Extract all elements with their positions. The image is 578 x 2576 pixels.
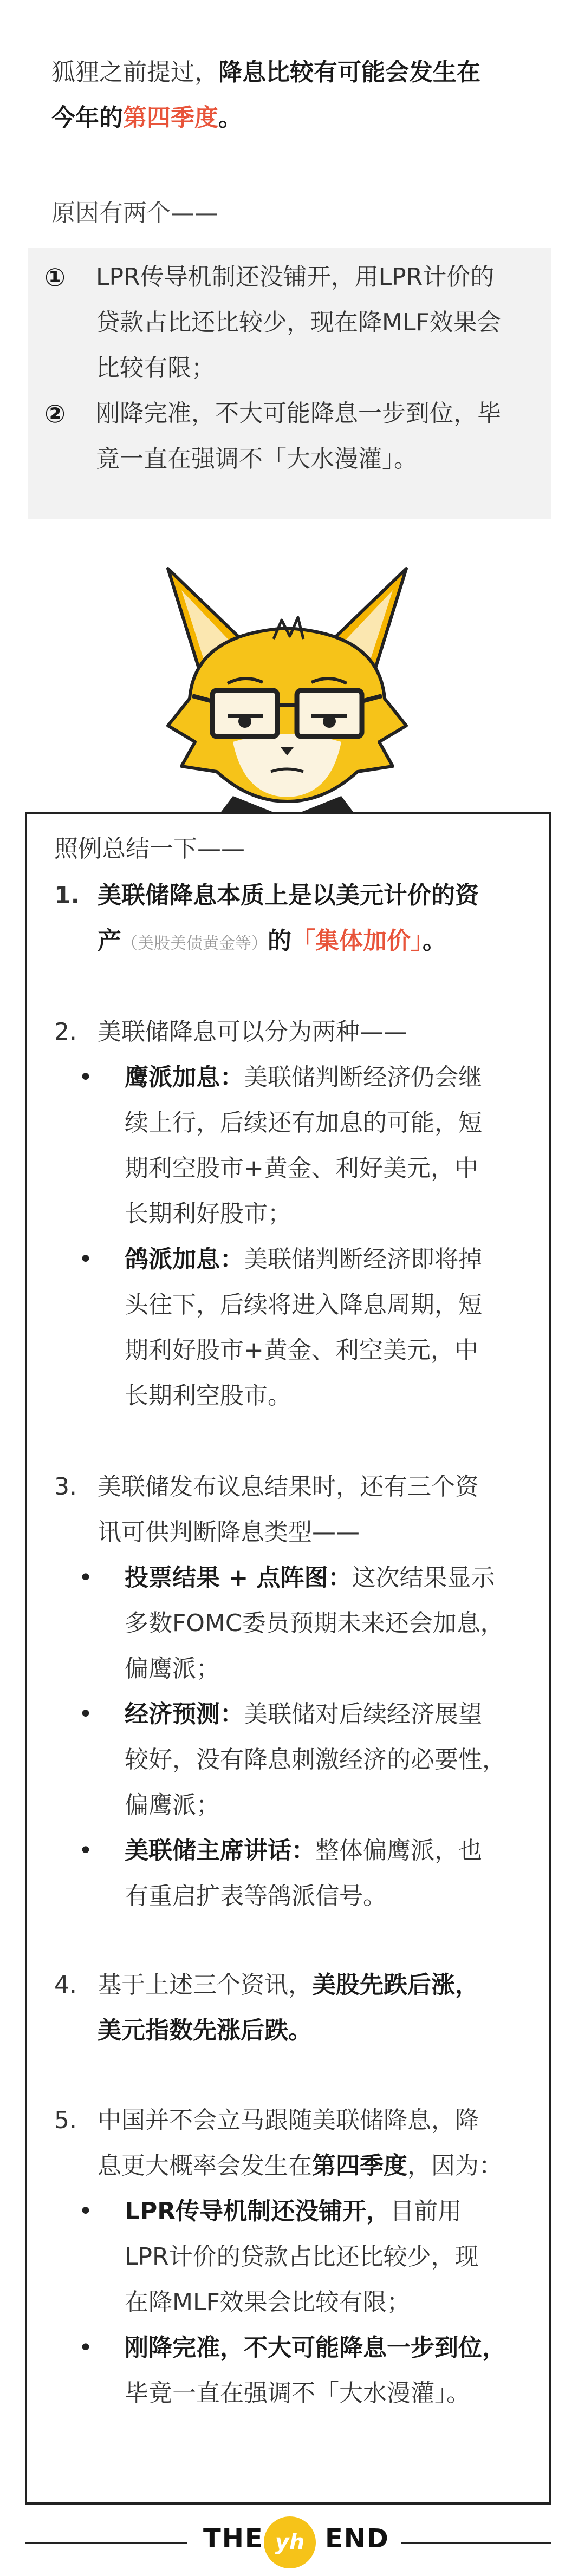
footer-rule-left [25, 2542, 187, 2544]
point-4-text: 基于上述三个资讯，美股先跌后涨， 美元指数先涨后跌。 [98, 1971, 479, 2044]
point-2-bullet-1: 鹰派加息：美联储判断经济仍会继 续上行，后续还有加息的可能，短 期利空股市+黄金、利好美元，中 长期利好股市； [125, 1064, 482, 1228]
point-3-text: 美联储发布议息结果时，还有三个资 讯可供判断降息类型—— [98, 1473, 479, 1546]
intro-plain: 狐狸之前提过， [51, 58, 218, 86]
point-5-bullet-1: LPR传导机制还没铺开，目前用 LPR计价的贷款占比还比较少，现 在降MLF效果会比较有限； [125, 2197, 479, 2316]
point-2-text: 美联储降息可以分为两种—— [98, 1018, 407, 1046]
reason-number-2: ② [44, 399, 66, 428]
the-end-footer [0, 2508, 578, 2576]
reason-text-2: 刚降完准，不大可能降息一步到位，毕 竟一直在强调不「大水漫灌」。 [96, 400, 501, 473]
point-5-text: 中国并不会立马跟随美联储降息，降 息更大概率会发生在第四季度，因为： [98, 2107, 503, 2180]
bullet-marker: • [79, 2197, 93, 2225]
reason-text-1: LPR传导机制还没铺开，用LPR计价的 贷款占比还比较少，现在降MLF效果会 比较有限； [96, 263, 501, 382]
footer-rule-right [401, 2542, 551, 2544]
footer-the: THE [203, 2523, 264, 2554]
intro-end: 。 [218, 104, 242, 132]
bullet-marker: • [79, 1700, 93, 1728]
bullet-marker: • [79, 1245, 93, 1273]
intro-highlight: 第四季度 [123, 104, 218, 132]
point-5-number: 5. [54, 2107, 77, 2134]
fox-mascot-illustration [152, 563, 423, 818]
point-2-bullet-2: 鸽派加息：美联储判断经济即将掉 头往下，后续将进入降息周期，短 期利好股市+黄金、利空美元，中 长期利空股市。 [125, 1245, 482, 1410]
summary-intro: 照例总结一下—— [54, 835, 245, 863]
point-1-text: 美联储降息本质上是以美元计价的资 产（美股美债黄金等）的「集体加价」。 [98, 882, 479, 955]
reasons-heading: 原因有两个—— [51, 199, 218, 227]
bullet-marker: • [79, 2334, 93, 2362]
reasons-box [28, 248, 551, 519]
point-2-number: 2. [54, 1018, 77, 1046]
footer-end: END [325, 2523, 389, 2554]
point-1-number: 1. [54, 882, 80, 909]
point-5-bullet-2: 刚降完准，不大可能降息一步到位， 毕竟一直在强调不「大水漫灌」。 [125, 2334, 506, 2407]
logo-badge-icon: yh [264, 2516, 316, 2568]
bullet-marker: • [79, 1837, 93, 1864]
point-3-bullet-2: 经济预测：美联储对后续经济展望 较好，没有降息刺激经济的必要性， 偏鹰派； [125, 1700, 506, 1819]
point-3-number: 3. [54, 1473, 77, 1501]
reason-number-1: ① [44, 263, 66, 292]
point-3-bullet-1: 投票结果 + 点阵图：这次结果显示 多数FOMC委员预期未来还会加息， 偏鹰派； [125, 1564, 504, 1682]
summary-box [25, 812, 551, 2505]
intro-paragraph [51, 50, 539, 141]
bullet-marker: • [79, 1064, 93, 1091]
bullet-marker: • [79, 1564, 93, 1592]
point-4-number: 4. [54, 1971, 77, 1999]
intro-bold-2: 今年的 [51, 104, 123, 132]
intro-bold: 降息比较有可能会发生在 [218, 58, 480, 86]
point-3-bullet-3: 美联储主席讲话：整体偏鹰派，也 有重启扩表等鸽派信号。 [125, 1837, 482, 1910]
